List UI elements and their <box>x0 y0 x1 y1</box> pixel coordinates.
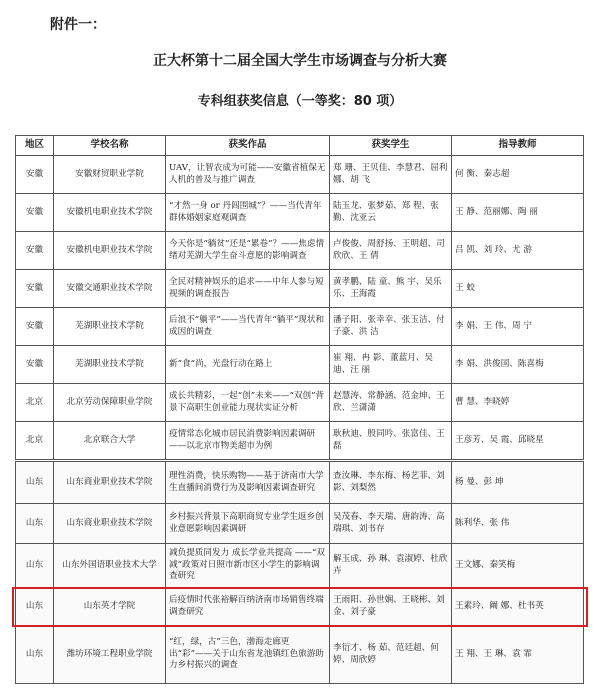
cell-students: 陆玉龙、张梦茹、郑 程、张 勤、沈亚云 <box>330 194 452 232</box>
cell-teachers: 王 静、范丽娜、陶 丽 <box>452 194 584 232</box>
page-title: 正大杯第十二届全国大学生市场调查与分析大赛 <box>153 53 447 69</box>
cell-school: 山东外国语职业技术大学 <box>54 544 166 588</box>
cell-teachers: 陈利华、张 伟 <box>452 504 584 544</box>
cell-students: 王雨阳、孙世娴、王晓彬、刘 金、刘子豪 <box>330 588 452 626</box>
cell-work: 新”食“尚，光盘行动在路上 <box>166 346 330 384</box>
column-header-school: 学校名称 <box>54 136 166 156</box>
cell-teachers: 吕 凯、刘 玲、尤 游 <box>452 232 584 270</box>
cell-students: 解玉成、孙 琳、袁淑婷、杜欣卉 <box>330 544 452 588</box>
cell-teachers: 曹 慧、李晓婷 <box>452 384 584 422</box>
cell-work: 理性消费，快乐购物——基于济南市大学生直播间消费行为及影响因素调查研究 <box>166 462 330 504</box>
cell-students: 赵慧涛、常静涵、范金坤、王 欣、兰潇潇 <box>330 384 452 422</box>
table-header-row <box>16 136 584 156</box>
cell-school: 安徽机电职业技术学院 <box>54 194 166 232</box>
table-row <box>16 194 584 232</box>
table-row <box>16 346 584 384</box>
cell-region: 安徽 <box>16 308 54 346</box>
cell-region: 安徽 <box>16 232 54 270</box>
cell-work: 全民对精神娱乐的追求——中年人参与短视频的调查报告 <box>166 270 330 308</box>
cell-work: 后浪不“躺平”——当代青年“躺平”现状和成因的调查 <box>166 308 330 346</box>
table-row <box>16 544 584 588</box>
table-row <box>16 626 584 684</box>
cell-teachers: 王 蛟 <box>452 270 584 308</box>
attachment-label: 附件一： <box>50 17 106 33</box>
column-header-work: 获奖作品 <box>166 136 330 156</box>
cell-school: 安徽机电职业技术学院 <box>54 232 166 270</box>
cell-region: 北京 <box>16 384 54 422</box>
cell-region: 山东 <box>16 588 54 626</box>
cell-region: 安徽 <box>16 156 54 194</box>
cell-students: 潘子阳、张幸幸、张玉洁、付子豪、洪 洁 <box>330 308 452 346</box>
table-row <box>16 232 584 270</box>
table-row <box>16 462 584 504</box>
cell-school: 潍坊环境工程职业学院 <box>54 626 166 684</box>
cell-work: UAV，让智农成为可能——安徽省植保无人机的普及与推广调查 <box>166 156 330 194</box>
cell-work: 成长共精彩，一起“创”未来——“双创”背景下高职生创业能力现状实证分析 <box>166 384 330 422</box>
cell-work: 乡村振兴背景下高职商贸专业学生返乡创业意愿影响因素调研 <box>166 504 330 544</box>
cell-work: “才然一身 or 丹闾围城”？——当代青年群体婚姻家庭观调查 <box>166 194 330 232</box>
cell-teachers: 李 娟、洪俊国、陈喜梅 <box>452 346 584 384</box>
cell-students: 崔 翔、冉 影、董蓝月、吴 迪、汪 丽 <box>330 346 452 384</box>
cell-region: 安徽 <box>16 270 54 308</box>
cell-work: 疫情常态化城市居民消费影响因素调研——以北京市物美超市为例 <box>166 422 330 460</box>
cell-region: 北京 <box>16 422 54 460</box>
awards-table-top <box>15 135 584 460</box>
cell-teachers: 王彦芳、吴 霞、邱晓星 <box>452 422 584 460</box>
table-row <box>16 504 584 544</box>
table-row <box>16 422 584 460</box>
cell-students: 郑 珊、王贝佳、李慧君、屈利娜、胡 飞 <box>330 156 452 194</box>
cell-school: 安徽交通职业技术学院 <box>54 270 166 308</box>
cell-school: 芜湖职业技术学院 <box>54 308 166 346</box>
cell-students: 耿秋迪、殷同吟、张富佳、王 磊 <box>330 422 452 460</box>
cell-students: 黄孝鹏、陆 童、熊 宇、吴乐乐、王海霞 <box>330 270 452 308</box>
cell-students: 李衍才、杨 茹、范廷超、何 婷、周欣婷 <box>330 626 452 684</box>
cell-students: 吴茂春、李天瑞、唐韵涛、高瑞琪、刘书存 <box>330 504 452 544</box>
table-row <box>16 308 584 346</box>
cell-teachers: 杨 曼、彭 坤 <box>452 462 584 504</box>
cell-region: 山东 <box>16 544 54 588</box>
cell-school: 山东商业职业技术学院 <box>54 504 166 544</box>
cell-work: “红，绿，古”三色，渤海走廊更出“彩”——关于山东省龙池镇红色旅游助力乡村振兴的调查 <box>166 626 330 684</box>
cell-work: 今天你是“躺贫”还是“累卷”？——焦虑情绪对芜湖大学生奋斗意愿的影响调查 <box>166 232 330 270</box>
cell-region: 安徽 <box>16 194 54 232</box>
cell-school: 山东英才学院 <box>54 588 166 626</box>
cell-region: 山东 <box>16 504 54 544</box>
cell-school: 芜湖职业技术学院 <box>54 346 166 384</box>
page-subtitle: 专科组获奖信息（一等奖：80 项） <box>197 94 403 109</box>
cell-teachers: 王素玲、阚 娜、杜书英 <box>452 588 584 626</box>
column-header-region: 地区 <box>16 136 54 156</box>
cell-region: 山东 <box>16 462 54 504</box>
cell-region: 安徽 <box>16 346 54 384</box>
cell-work: 减负提质同发力 成长学业共提高 ——“双减”政策对日照市新市区小学生的影响调查研究 <box>166 544 330 588</box>
column-header-students: 获奖学生 <box>330 136 452 156</box>
cell-teachers: 王 翔、王 琳、袁 霏 <box>452 626 584 684</box>
cell-school: 山东商业职业技术学院 <box>54 462 166 504</box>
cell-teachers: 何 衡、秦志超 <box>452 156 584 194</box>
cell-students: 卢俊俊、周舒扬、王明超、司欣欣、王 倩 <box>330 232 452 270</box>
column-header-teachers: 指导教师 <box>452 136 584 156</box>
cell-school: 北京劳动保障职业学院 <box>54 384 166 422</box>
cell-region: 山东 <box>16 626 54 684</box>
cell-teachers: 李 娟、王 伟、周 宁 <box>452 308 584 346</box>
cell-students: 查汝琳、李东梅、杨艺菲、刘 影、刘梨然 <box>330 462 452 504</box>
table-row <box>16 156 584 194</box>
table-row <box>16 384 584 422</box>
red-highlight-box <box>12 587 588 627</box>
cell-school: 北京联合大学 <box>54 422 166 460</box>
awards-table-bottom <box>15 461 584 684</box>
cell-work: 后疫情时代张裕解百纳济南市场销售终端调查研究 <box>166 588 330 626</box>
cell-school: 安徽财贸职业学院 <box>54 156 166 194</box>
table-row <box>16 270 584 308</box>
cell-teachers: 王文娜、秦笑梅 <box>452 544 584 588</box>
